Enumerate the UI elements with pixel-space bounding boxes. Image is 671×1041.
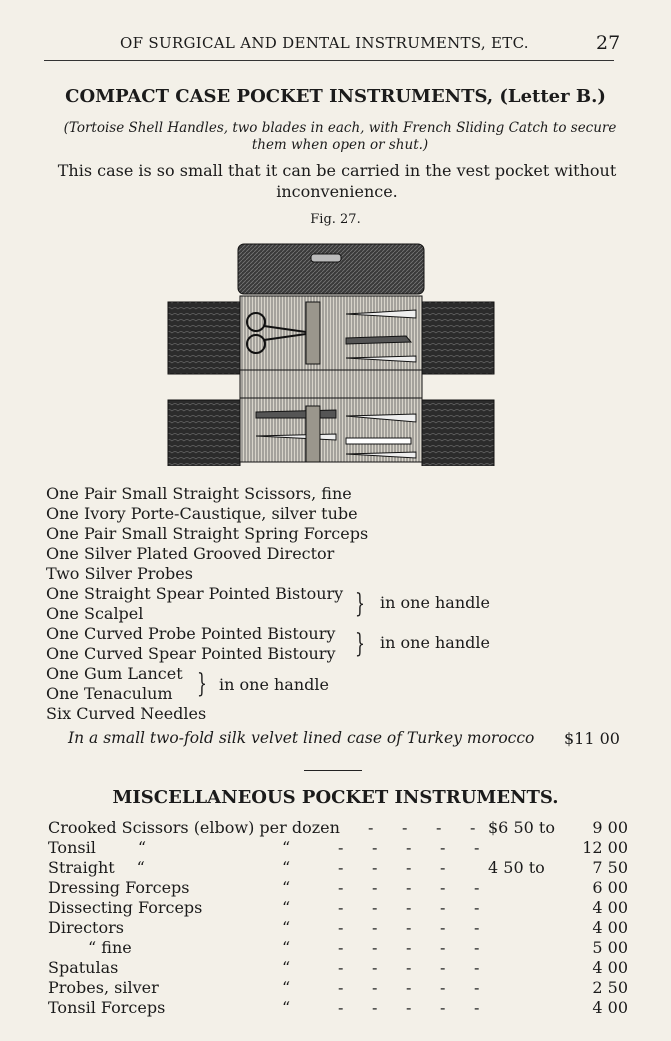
list-item: Six Curved Needles — [46, 704, 207, 723]
handle-note: in one handle — [380, 633, 490, 652]
table-row — [48, 858, 628, 878]
price-range: 4 50 to — [488, 858, 545, 877]
handles-note: (Tortoise Shell Handles, two blades in each, with French Sliding Catch to secure them when open or shut.) — [63, 120, 617, 153]
table-row — [48, 998, 628, 1018]
lead-paragraph: This case is so small that it can be carried in the vest pocket without inconvenience. — [57, 161, 617, 201]
section-divider — [304, 770, 362, 771]
ditto-mark: “ — [282, 898, 291, 917]
item-name: Tonsil “ — [48, 838, 146, 857]
price: 12 00 — [582, 838, 628, 857]
price: 7 50 — [592, 858, 628, 877]
price: 6 00 — [592, 878, 628, 897]
table-row — [48, 918, 628, 938]
table-row — [48, 938, 628, 958]
item-name: Tonsil Forceps — [48, 998, 166, 1017]
header-rule — [44, 60, 614, 61]
figure-label: Fig. 27. — [310, 212, 361, 227]
leader-dashes: - - - - - — [338, 998, 480, 1017]
item-name: Probes, silver — [48, 978, 159, 997]
page-number: 27 — [596, 32, 621, 54]
brace: } — [355, 589, 365, 619]
ditto-mark: “ — [282, 858, 291, 877]
handle-note: in one handle — [380, 593, 490, 612]
item-name: Crooked Scissors (elbow) per dozen — [48, 818, 340, 837]
section-title-misc: MISCELLANEOUS POCKET INSTRUMENTS. — [112, 787, 559, 808]
leader-dashes: - - - - - — [338, 878, 480, 897]
price: 4 00 — [592, 958, 628, 977]
list-item: One Tenaculum — [46, 684, 173, 703]
leader-dashes: - - - - - — [338, 838, 480, 857]
table-row — [48, 958, 628, 978]
item-name: Straight “ — [48, 858, 145, 877]
running-header: OF SURGICAL AND DENTAL INSTRUMENTS, ETC. — [120, 34, 529, 52]
ditto-mark: “ — [282, 838, 291, 857]
ditto-mark: “ — [282, 938, 291, 957]
list-item: One Scalpel — [46, 604, 144, 623]
leader-dashes: - - - - - — [338, 978, 480, 997]
case-price: $11 00 — [564, 729, 620, 748]
leader-dashes: - - - - — [338, 858, 446, 877]
list-item: One Gum Lancet — [46, 664, 183, 683]
leader-dashes: - - - - — [368, 818, 476, 837]
table-row — [48, 878, 628, 898]
item-name: “ fine — [88, 938, 132, 957]
leader-dashes: - - - - - — [338, 918, 480, 937]
ditto-mark: “ — [282, 978, 291, 997]
ditto-mark: “ — [282, 958, 291, 977]
brace: } — [197, 669, 207, 699]
item-name: Dressing Forceps — [48, 878, 190, 897]
price: 4 00 — [592, 918, 628, 937]
list-item: Two Silver Probes — [46, 564, 193, 583]
item-name: Dissecting Forceps — [48, 898, 203, 917]
ditto-mark: “ — [282, 918, 291, 937]
section-title-compact-case: COMPACT CASE POCKET INSTRUMENTS, (Letter B.) — [65, 86, 606, 107]
price: 5 00 — [592, 938, 628, 957]
price-range: $6 50 to — [488, 818, 555, 837]
price: 4 00 — [592, 998, 628, 1017]
leader-dashes: - - - - - — [338, 958, 480, 977]
list-item: One Straight Spear Pointed Bistoury — [46, 584, 344, 603]
ditto-mark: “ — [282, 998, 291, 1017]
brace: } — [355, 629, 365, 659]
price: 9 00 — [592, 818, 628, 837]
list-item: One Pair Small Straight Spring Forceps — [46, 524, 369, 543]
list-item: One Silver Plated Grooved Director — [46, 544, 335, 563]
list-item: One Curved Spear Pointed Bistoury — [46, 644, 336, 663]
ditto-mark: “ — [137, 838, 146, 857]
table-row — [48, 838, 628, 858]
table-row — [48, 818, 628, 838]
ditto-mark: “ — [136, 858, 145, 877]
list-item: One Curved Probe Pointed Bistoury — [46, 624, 336, 643]
price: 4 00 — [592, 898, 628, 917]
ditto-mark: “ — [88, 938, 102, 957]
table-row — [48, 898, 628, 918]
price: 2 50 — [592, 978, 628, 997]
price-list — [48, 818, 628, 1018]
ditto-mark: “ — [282, 878, 291, 897]
case-description: In a small two-fold silk velvet lined case of Turkey morocco — [68, 729, 535, 747]
instrument-case-illustration — [166, 240, 496, 466]
table-row — [48, 978, 628, 998]
list-item: One Pair Small Straight Scissors, fine — [46, 484, 352, 503]
list-item: One Ivory Porte-Caustique, silver tube — [46, 504, 358, 523]
handle-note: in one handle — [219, 675, 329, 694]
item-name: Directors — [48, 918, 124, 937]
leader-dashes: - - - - - — [338, 938, 480, 957]
item-name: Spatulas — [48, 958, 119, 977]
leader-dashes: - - - - - — [338, 898, 480, 917]
